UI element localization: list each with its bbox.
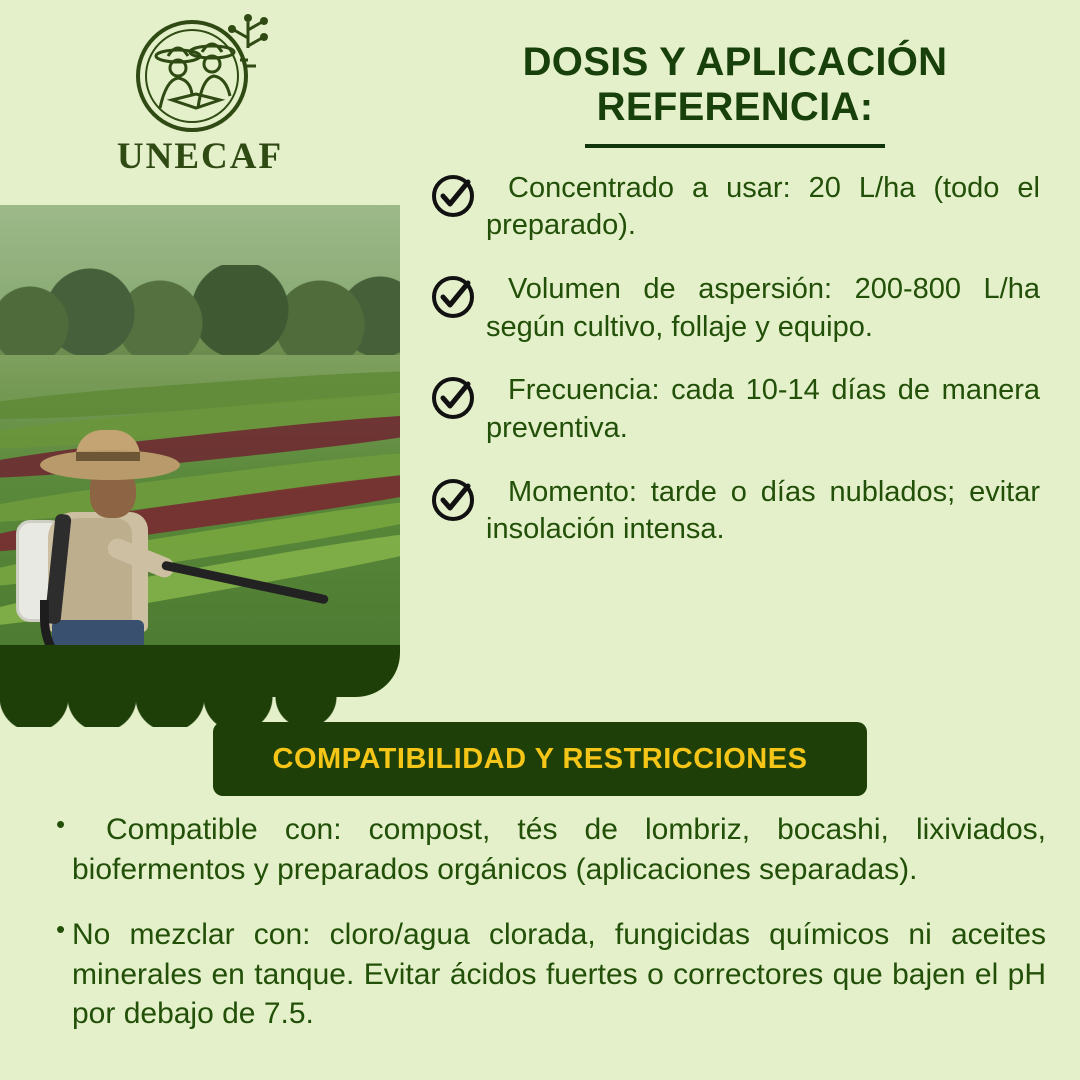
check-circle-icon xyxy=(430,476,476,522)
list-item xyxy=(430,474,1040,549)
list-item xyxy=(430,271,1040,346)
list-item xyxy=(430,170,1040,245)
list-item-label: Volumen de aspersión: 200-800 L/ha según cultivo, follaje y equipo. xyxy=(486,272,1040,343)
title-divider xyxy=(585,144,885,148)
list-item: • Compatible con: compost, tés de lombriz, bocashi, lixiviados, biofermentos y preparados orgánicos (aplicaciones separadas). xyxy=(56,810,1046,889)
page-title-line-2: REFERENCIA: xyxy=(596,84,874,129)
check-circle-icon xyxy=(430,172,476,218)
page-title-line-1: DOSIS Y APLICACIÓN xyxy=(522,40,948,84)
check-circle-icon xyxy=(430,273,476,319)
brand-logo-block xyxy=(0,0,400,205)
compatibility-banner xyxy=(213,722,867,796)
farmer-spraying-crops-photo xyxy=(0,205,400,645)
list-item-label: Compatible con: compost, tés de lombriz, bocashi, lixiviados, biofermentos y preparados orgánicos (aplicaciones separadas). xyxy=(72,813,1046,886)
list-item-label: Concentrado a usar: 20 L/ha (todo el preparado). xyxy=(486,171,1040,242)
dosage-checklist xyxy=(430,170,1040,550)
restrictions-list xyxy=(56,810,1046,1060)
compatibility-banner-label: COMPATIBILIDAD Y RESTRICCIONES xyxy=(272,742,808,775)
list-item: • No mezclar con: cloro/agua clorada, fungicidas químicos ni aceites minerales en tanque. Evitar ácidos fuertes o correctores que bajen el pH por debajo de 7.5. xyxy=(56,915,1046,1034)
dosage-section xyxy=(430,40,1040,575)
check-circle-icon xyxy=(430,374,476,420)
list-item-label: No mezclar con: cloro/agua clorada, fungicidas químicos ni aceites minerales en tanque. Evitar ácidos fuertes o correctores que bajen el pH por debajo de 7.5. xyxy=(72,918,1046,1031)
list-item-label: Frecuencia: cada 10-14 días de manera preventiva. xyxy=(486,374,1040,445)
farmers-circle-logo-icon xyxy=(120,8,280,136)
list-item-label: Momento: tarde o días nublados; evitar insolación intensa. xyxy=(486,475,1040,546)
page-title xyxy=(430,40,1040,130)
brand-name: UNECAF xyxy=(116,136,284,177)
scalloped-divider xyxy=(0,645,400,697)
list-item xyxy=(430,372,1040,447)
